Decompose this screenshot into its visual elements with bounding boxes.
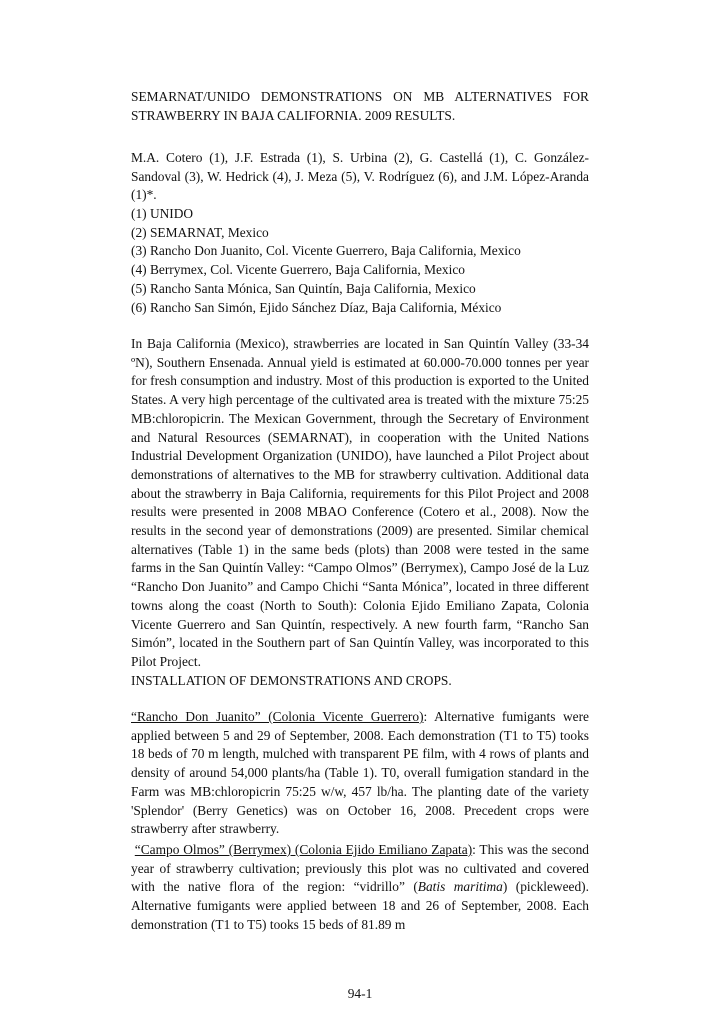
section-heading-text: INSTALLATION OF DEMONSTRATIONS AND CROPS. (131, 673, 452, 688)
paragraph-body: : Alternative fumigants were applied between 5 and 29 of September, 2008. Each demonstration (T1 to T5) tooks 18 beds of 70 m length, mulched with transparent PE film, with 4 rows of plants and density of around 54,000 plants/ha (Table 1). T0, overall fumigation standard in the Farm was MB:chloropicrin 75:25 w/w, 457 lb/ha. The planting date of the variety 'Splendor' (Berry Genetics) was on October 16, 2008. Precedent crops were strawberry after strawberry. (131, 709, 589, 837)
intro-text: In Baja California (Mexico), strawberries are located in San Quintín Valley (33-34 ºN), Southern Ensenada. Annual yield is estimated at 60.000-70.000 tonnes per year for fresh consumption and industry. Most of this production is exported to the United States. A very high percentage of the cultivated area is treated with the mixture 75:25 MB:chloropicrin. The Mexican Government, through the Secretary of Environment and Natural Resources (SEMARNAT), in cooperation with the United Nations Industrial Development Organization (UNIDO), have launched a Pilot Project about demonstrations of alternatives to the MB for strawberry cultivation. Additional data about the strawberry in Baja California, requirements for this Pilot Project and 2008 results were presented in 2008 MBAO Conference (Cotero et al., 2008). Now the results in the second year of demonstrations (2009) are presented. Similar chemical alternatives (Table 1) in the same beds (plots) than 2008 were tested in the same farms in the San Quintín Valley: “Campo Olmos” (Berrymex), Campo José de la Luz “Rancho Don Juanito” and Campo Chichi “Santa Mónica”, located in three different towns along the coast (North to South): Colonia Ejido Emiliano Zapata, Colonia Vicente Guerrero and San Quintín, respectively. A new fourth farm, “Rancho San Simón”, located in the Southern part of San Quintín Valley, was incorporated to this Pilot Project. (131, 336, 589, 669)
author-list (131, 149, 589, 205)
paragraph-body: ) (pickleweed). Alternative fumigants were applied between 18 and 26 of September, 2008. Each demonstration (T1 to T5) tooks 15 beds of 81.89 m (131, 879, 589, 932)
affiliation-item: (4) Berrymex, Col. Vicente Guerrero, Baja California, Mexico (131, 262, 465, 278)
affiliation-item: (5) Rancho Santa Mónica, San Quintín, Baja California, Mexico (131, 280, 476, 296)
farm-heading-underlined: “Campo Olmos” (Berrymex) (Colonia Ejido Emiliano Zapata) (134, 842, 473, 857)
title-text: SEMARNAT/UNIDO DEMONSTRATIONS ON MB ALTERNATIVES FOR STRAWBERRY IN BAJA CALIFORNIA. 2009 RESULTS. (131, 89, 589, 123)
affiliation-item: (6) Rancho San Simón, Ejido Sánchez Díaz, Baja California, México (131, 299, 502, 315)
affiliation-item: (2) SEMARNAT, Mexico (131, 224, 269, 240)
affiliation-item: (1) UNIDO (131, 206, 194, 221)
affiliation-list (131, 205, 589, 317)
intro-paragraph (131, 335, 589, 672)
authors-text: M.A. Cotero (1), J.F. Estrada (1), S. Urbina (2), G. Castellá (1), C. González-Sandoval (3), W. Hedrick (4), J. Meza (5), V. Rodríguez (6), and J.M. López-Aranda (1)*. (131, 150, 589, 203)
species-name: Batis maritima (417, 879, 503, 895)
paper-title (131, 88, 589, 125)
section-heading (131, 672, 589, 691)
paragraph-rancho-don-juanito (131, 708, 589, 839)
paragraph-campo-olmos (131, 841, 589, 935)
paragraph-body: : This was the second year of strawberry cultivation; previously this plot was no cultivated and covered with the native flora of the region: “vidrillo” ( (131, 842, 589, 895)
farm-heading-underlined: “Rancho Don Juanito” (Colonia Vicente Guerrero) (131, 709, 424, 724)
affiliation-item: (3) Rancho Don Juanito, Col. Vicente Guerrero, Baja California, Mexico (131, 243, 521, 259)
page-number: 94-1 (347, 986, 373, 1001)
paragraph-text (131, 841, 589, 935)
paragraph-text (131, 708, 589, 839)
